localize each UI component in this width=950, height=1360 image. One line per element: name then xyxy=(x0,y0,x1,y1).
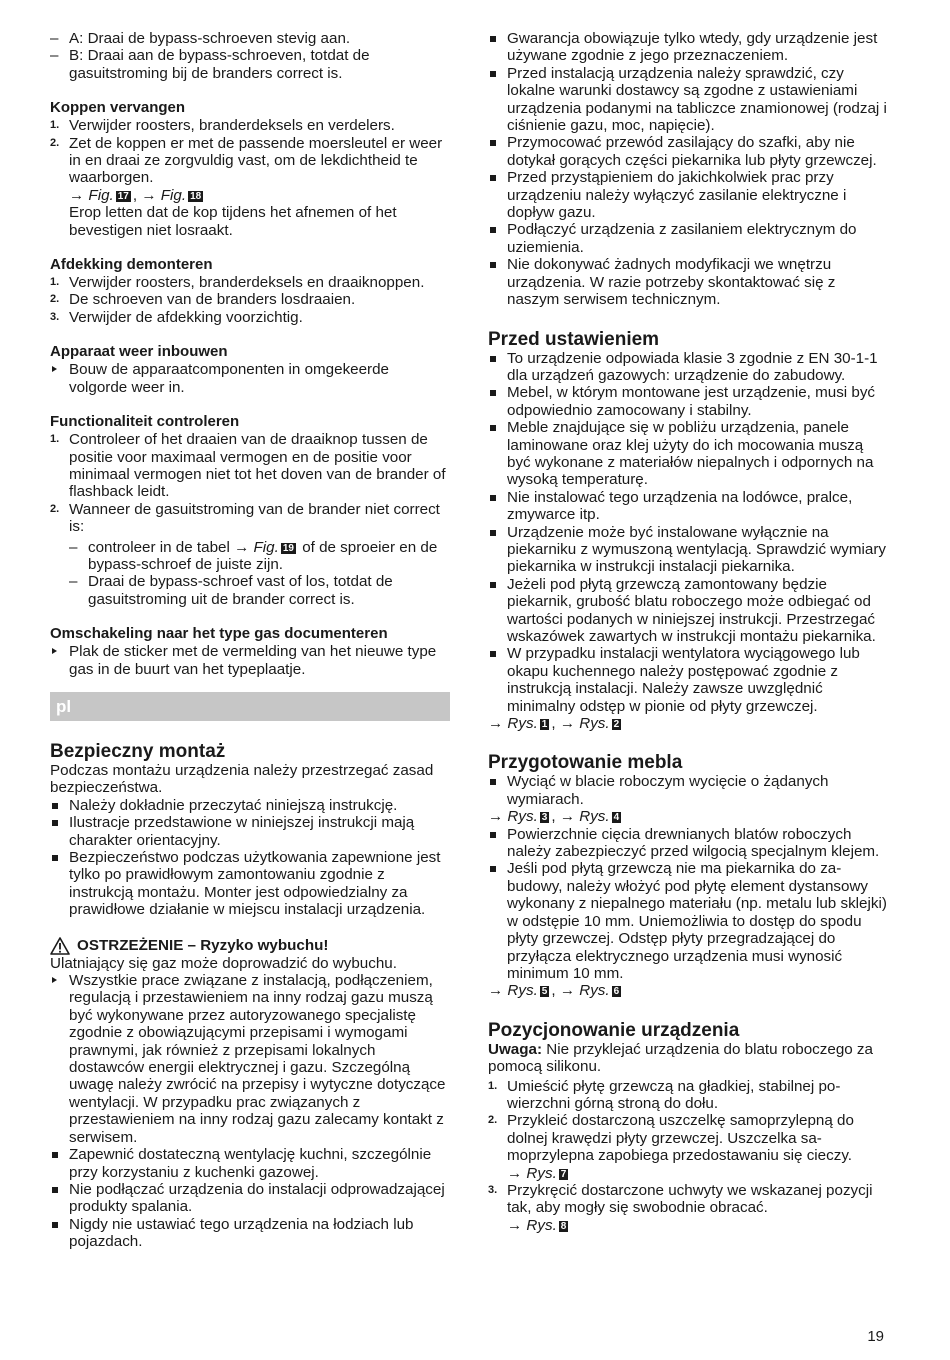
list-item: Bouw de apparaatcomponenten in omgekeerde volgorde weer in. xyxy=(50,361,450,396)
functionaliteit-sublist xyxy=(69,539,450,609)
figure-reference: → Rys. 1 , → Rys. 2 xyxy=(488,715,620,733)
bezpieczny-list xyxy=(50,797,450,919)
afdekking-heading: Afdekking demonteren xyxy=(50,256,213,274)
koppen-heading: Koppen vervangen xyxy=(50,99,186,117)
bypass-list xyxy=(50,30,450,82)
figure-reference: → Rys. 7 xyxy=(507,1164,567,1182)
list-item: To urządzenie odpowiada klasie 3 zgodnie z EN 30-1-1 dla urządzeń gazowych: urządzenie do zabudowy. xyxy=(488,350,890,385)
list-item: 3. Przykręcić dostarczone uchwyty we wskazanej pozycji tak, aby mogły się swobodnie obracać. → Rys. 8 xyxy=(488,1181,873,1234)
mebla-heading: Przygotowanie mebla xyxy=(488,752,683,774)
list-item: – controleer in de tabel → Fig. 19 of de sproeier en de bypass-schroef de juiste zijn. xyxy=(69,539,450,574)
list-item: Jeśli pod płytą grzewczą nie ma piekarnika do zabudowy, należy włożyć pod płytę element dystansowy wykonany z niepalnego materiału (np. metalu lub sklejki) w odstępie 10 mm. Uniemożliwia to dostęp do spodu płyty grzewczej. Odstęp płyty przegradzającej do przyłącza elektrycznego urządzenia musi wynosić minimum 10 mm. xyxy=(488,860,890,982)
list-item: 1. Verwijder roosters, branderdeksels en draaiknoppen. xyxy=(50,274,425,292)
list-item: Wszystkie prace związane z instalacją, podłączeniem, regulacją i przestawieniem na inny rodzaj gazu muszą być wykonywane przez autoryzowanego specjalistę zgodnie z obowiązującymi przepisami i wymogami prawnymi, jak również z przepisami lokalnych dostawców energii elektrycznej i gazu. Szczególną uwagę należy zwrócić na przepisy i wytyczne dotyczące wentylacji. W przypadku prac związanych z przestawieniem na inny rodzaj gazu zalecamy kontakt z serwisem. xyxy=(50,972,450,1146)
mebla-list-2 xyxy=(488,826,890,983)
list-item: Gwarancja obowiązuje tylko wtedy, gdy urządzenie jest używane zgodnie z jego przeznaczeniem. xyxy=(488,30,890,65)
list-item: Urządzenie może być instalowane wyłącznie na piekarniku z wymuszoną wentylacją. Sprawdzić wymiary piekarnika w instrukcji instalacji piekarnika. xyxy=(488,524,890,576)
afdekking-steps xyxy=(50,274,450,326)
list-item: 2. De schroeven van de branders losdraaien. xyxy=(50,291,356,309)
list-item: Nie podłączać urządzenia do instalacji odprowadzającej produkty spalania. xyxy=(50,1181,450,1216)
list-item: W przypadku instalacji wentylatora wyciągowego lub okapu kuchennego należy postępować zgodnie z instrukcją instalacji. Należy zawsze uwzględnić minimalny odstęp w pionie od płyty grzewczej. xyxy=(488,645,890,715)
pozycjonowanie-heading: Pozycjonowanie urządzenia xyxy=(488,1019,740,1041)
list-item: Bezpieczeństwo podczas użytkowania zapewnione jest tylko po prawidłowym zamontowaniu zgodnie z instrukcją montażu. Monter jest odpowiedzialny za prawidłowe działanie w miejscu instalacji urządzenia. xyxy=(50,849,450,919)
functionaliteit-heading: Functionaliteit controleren xyxy=(50,413,240,431)
safety-list-continued xyxy=(488,30,890,309)
list-item: – A: Draai de bypass-schroeven stevig aan. xyxy=(50,30,450,47)
list-item: – B: Draai aan de bypass-schroeven, totdat de gasuitstroming bij de branders correct is. xyxy=(50,47,450,82)
list-item: Zapewnić dostateczną wentylację kuchni, szczególnie przy korzystaniu z kuchenki gazowej. xyxy=(50,1146,450,1181)
list-item: Meble znajdujące się w pobliżu urządzenia, panele laminowane oraz klej użyty do ich mocowania muszą być wykonane z materiałów niepalnych i odpornych na wysoką temperaturę. xyxy=(488,419,890,489)
warning-text: Ulatniający się gaz może doprowadzić do wybuchu. xyxy=(50,954,397,972)
list-item: 3. Verwijder de afdekking voorzichtig. xyxy=(50,308,303,326)
inbouwen-list xyxy=(50,361,450,396)
list-item: Ilustracje przedstawione w niniejszej instrukcji mają charakter orientacyjny. xyxy=(50,814,450,849)
mebla-list-1 xyxy=(488,773,890,808)
list-item: – Draai de bypass-schroef vast of los, totdat de gasuitstroming uit de brander correct is. xyxy=(69,573,450,608)
list-item: 2. Zet de koppen er met de passende moersleutel er weer in en draai ze zorgvuldig vast, om de lekdichtheid te waarborgen. → Fig. 17 , → Fig. 18 Erop letten dat de kop tijdens het afnemen of het bevestigen niet losraakt. xyxy=(50,134,443,239)
list-item: Nie dokonywać żadnych modyfikacji we wnętrzu urządzenia. W razie potrzeby skontaktować się z naszym serwisem technicznym. xyxy=(488,256,890,308)
right-column xyxy=(488,30,890,1234)
figure-reference: → Rys. 3 , → Rys. 4 xyxy=(488,808,620,826)
figure-reference: → Rys. 8 xyxy=(507,1216,567,1234)
list-item: Należy dokładnie przeczytać niniejszą instrukcję. xyxy=(50,797,450,814)
figure-reference: → Fig. 17 , → Fig. 18 xyxy=(69,186,202,204)
language-bar: pl xyxy=(50,692,450,721)
list-item: Wyciąć w blacie roboczym wycięcie o żądanych wymiarach. xyxy=(488,773,890,808)
omschakeling-list xyxy=(50,643,450,678)
bezpieczny-intro: Podczas montażu urządzenia należy przestrzegać zasad bezpieczeństwa. xyxy=(50,761,434,797)
list-item: Przed instalacją urządzenia należy sprawdzić, czy lokalne warunki dostawcy są zgodne z ustawieniami urządzenia podanymi na tabliczce znamionowej (rodzaj i ciśnienie gazu, moc, napięcie). xyxy=(488,65,890,135)
list-item: Jeżeli pod płytą grzewczą zamontowany będzie piekarnik, grubość blatu roboczego może odbiegać od wartości podanych w niniejszej instrukcji. Przestrzegać wskazówek zawartych w instrukcji montażu piekarnika. xyxy=(488,576,890,646)
left-column xyxy=(50,30,450,1251)
pozycjonowanie-steps xyxy=(488,1078,890,1235)
warning-heading: OSTRZEŻENIE – Ryzyko wybuchu! xyxy=(50,937,450,955)
list-item: 1. Controleer of het draaien van de draaiknop tussen de positie voor maximaal vermogen en de positie voor minimaal vermogen niet tot het doven van de brander of flashback leidt. xyxy=(50,431,446,501)
list-item: Powierzchnie cięcia drewnianych blatów roboczych należy zabezpieczyć przed wilgocią specjalnym klejem. xyxy=(488,826,890,861)
list-item: Przed przystąpieniem do jakichkolwiek prac przy urządzeniu należy wyłączyć zasilanie elektryczne i dopływ gazu. xyxy=(488,169,890,221)
ustawieniem-heading: Przed ustawieniem xyxy=(488,328,660,350)
warning-list xyxy=(50,972,450,1251)
pozycjonowanie-note: Uwaga: Nie przyklejać urządzenia do blatu roboczego za pomocą silikonu. xyxy=(488,1040,873,1076)
list-item: Plak de sticker met de vermelding van het nieuwe type gas in de buurt van het typeplaatje. xyxy=(50,643,450,678)
list-item: Mebel, w którym montowane jest urządzenie, musi być odpowiednio zamocowany i stabilny. xyxy=(488,384,890,419)
list-item: Nie instalować tego urządzenia na lodówce, pralce, zmywarce itp. xyxy=(488,489,890,524)
figure-reference: → Rys. 5 , → Rys. 6 xyxy=(488,982,620,1000)
functionaliteit-steps xyxy=(50,431,450,535)
list-item: 2. Przykleić dostarczoną uszczelkę samoprzylepną do dolnej krawędzi płyty grzewczej. Uszczelka samoprzylepna zapobiega przedostawaniu się cieczy. → Rys. 7 xyxy=(488,1112,854,1182)
list-item: Podłączyć urządzenia z zasilaniem elektrycznym do uziemienia. xyxy=(488,221,890,256)
warning-triangle-icon xyxy=(50,937,70,955)
list-item: 1. Umieścić płytę grzewczą na gładkiej, stabilnej powierzchni górną stroną do dołu. xyxy=(488,1077,841,1112)
list-item: 2. Wanneer de gasuitstroming van de brander niet correct is: xyxy=(50,500,440,536)
koppen-steps xyxy=(50,117,450,239)
list-item: Nigdy nie ustawiać tego urządzenia na łodziach lub pojazdach. xyxy=(50,1216,450,1251)
bezpieczny-heading: Bezpieczny montaż xyxy=(50,740,226,762)
omschakeling-heading: Omschakeling naar het type gas documenteren xyxy=(50,625,388,643)
page-number: 19 xyxy=(867,1328,884,1345)
inbouwen-heading: Apparaat weer inbouwen xyxy=(50,343,228,361)
list-item: Przymocować przewód zasilający do szafki, aby nie dotykał gorących części piekarnika lub płyty grzewczej. xyxy=(488,134,890,169)
ustawieniem-list xyxy=(488,350,890,716)
list-item: 1. Verwijder roosters, branderdeksels en verdelers. xyxy=(50,117,395,135)
